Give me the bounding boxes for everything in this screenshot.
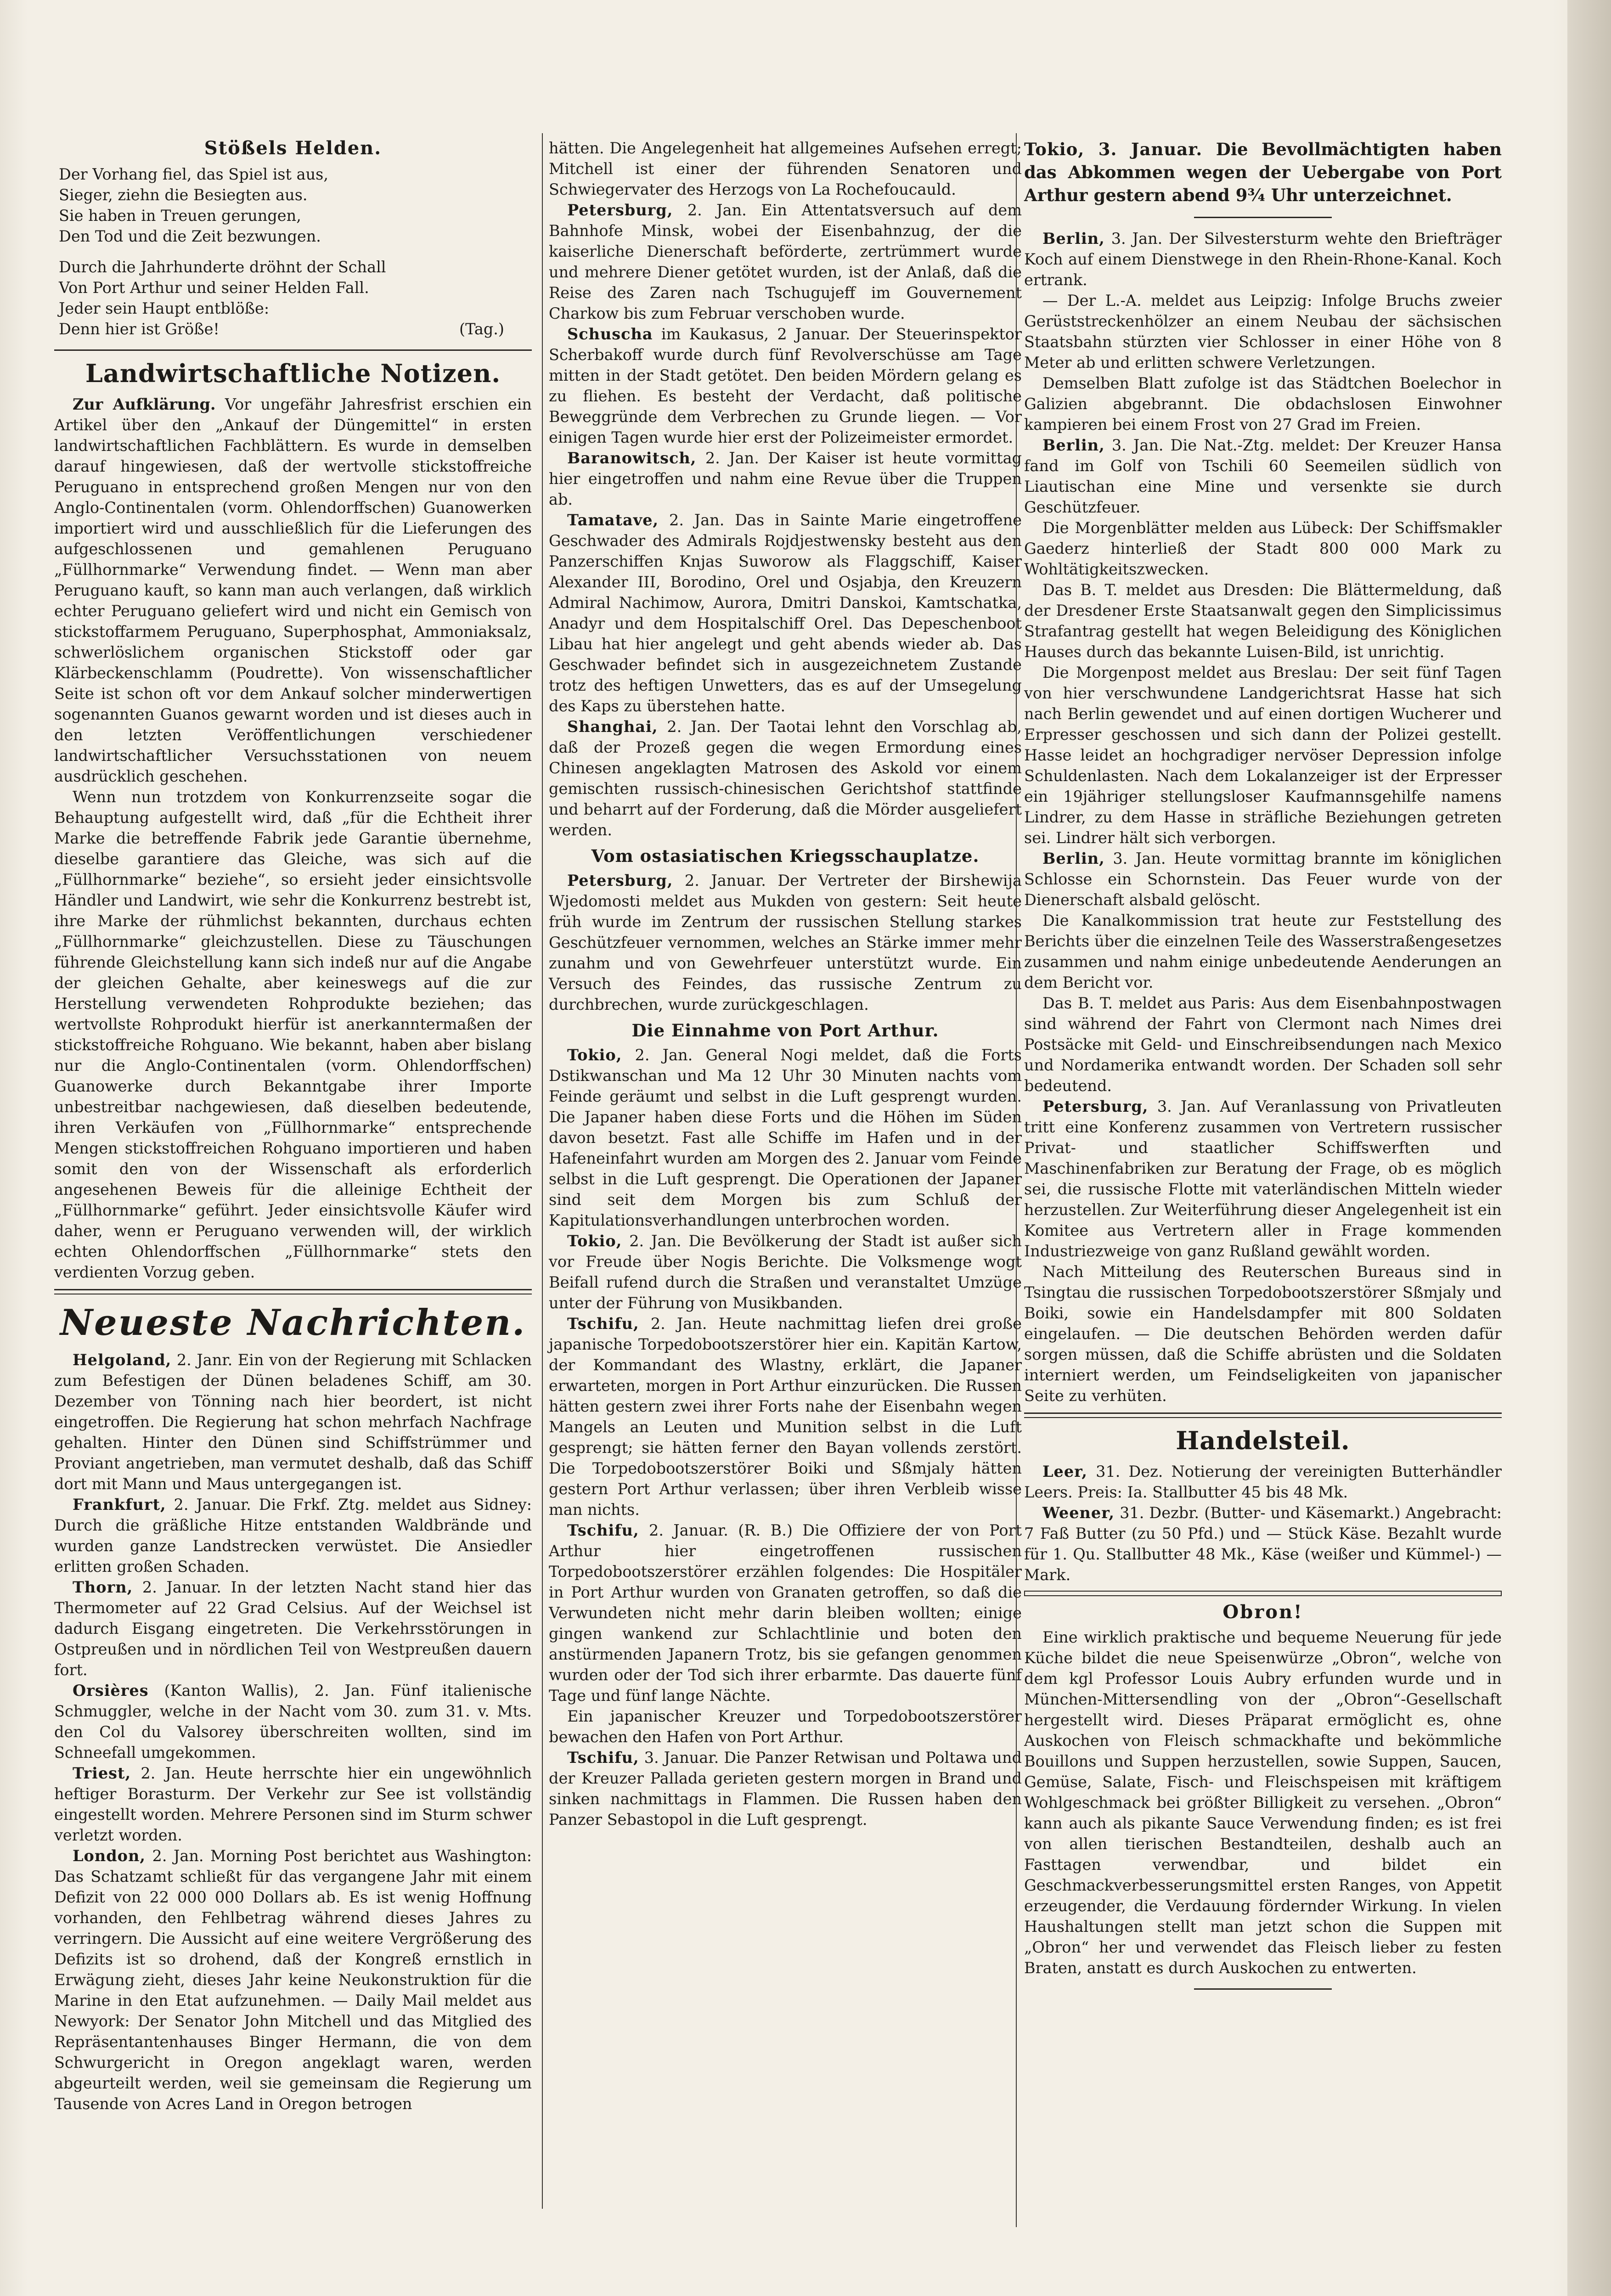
news-item [549,716,1022,840]
news-text: 2. Januar. Der Vertreter der Birshewija Wjedomosti meldet aus Mukden von gestern: Seit heute früh wurde im Zentrum der russischen Stellung starkes Geschützfeuer vernommen, welches an Stärke immer mehr zunahm und von Gewehrfeuer unterstützt wurde. Ein Versuch des Feindes, das russische Zentrum zu durchbrechen, wurde zurückgeschlagen. [549,872,1022,1013]
news-section-title: Neueste Nachrichten. [60,1302,526,1344]
news-item [54,1577,532,1680]
agri-paragraph-1 [54,394,532,787]
news-item [549,1706,1022,1747]
news-item [54,1763,532,1846]
poem-source: (Tag.) [459,320,504,338]
news-text: 2. Jan. Heute nachmittag liefen drei große japanische Torpedobootszerstörer hier ein. Kapitän Kartow, der Kommandant des Wlastny, erklärt, die Japaner erwarteten, morgen in Port Arthur einzurücken. Die Russen hätten gestern zwei ihrer Forts nahe der Eisenbahn wegen Mangels an Leuten und Munition selbst in die Luft gesprengt; sie hätten ferner den Bayan vollends zerstört. Die Torpedobootszerstörer Boiki und Sßmjaly hätten gestern Port Arthur verlassen; über ihren Verbleib wisse man nichts. [549,1315,1022,1519]
news-item [549,1231,1022,1313]
trade-section-title: Handelsteil. [1176,1426,1350,1455]
news-item [1024,290,1502,373]
news-text: 2. Januar. Die Frkf. Ztg. meldet aus Sidney: Durch die gräßliche Hitze entstanden Waldbrände und wurden ganze Landstrecken verwüstet. Die Ansiedler erlitten großen Schaden. [54,1496,532,1576]
dateline-place: Petersburg, [1042,1097,1149,1115]
poem-stanza-2 [59,257,532,339]
news-item [549,1520,1022,1706]
dateline-place: Triest, [73,1764,131,1782]
headline-text: Die Bevollmächtigten haben das Abkommen wegen der Uebergabe von Port Arthur gestern abend 9¾ Uhr unterzeichnet. [1024,139,1502,205]
dateline-place: Tokio, [567,1046,622,1064]
news-text: Die Kanalkommission trat heute zur Feststellung des Berichts über die einzelnen Teile des Wasserstraßengesetzes zusammen und nahm einige unbedeutende Aenderungen an dem Bericht vor. [1024,912,1502,991]
dateline-place: Tschifu, [567,1521,639,1539]
news-item [549,324,1022,448]
news-item [1024,580,1502,662]
continued-paragraph: hätten. Die Angelegenheit hat allgemeines Aufsehen erregt; Mitchell ist einer der führenden Senatoren und Schwiegervater des Herzogs von La Rochefoucauld. [549,139,1022,198]
news-text: Das B. T. meldet aus Dresden: Die Blättermeldung, daß der Dresdener Erste Staatsanwalt gegen den Simplicissimus Strafantrag gestellt hat wegen Beleidigung des Königlichen Hauses durch das bekannte Luisen-Bild, ist unrichtig. [1024,581,1502,661]
poem-last-line [59,319,532,339]
ad-title: Obron! [1222,1601,1303,1623]
news-text: 3. Jan. Die Nat.-Ztg. meldet: Der Kreuzer Hansa fand im Golf von Tschili 60 Seemeilen südlich von Liautischan eine Mine und versenkte sie durch Geschützfeuer. [1024,436,1502,516]
news-item [54,1350,532,1494]
poem-line: Denn hier ist Größe! [59,320,220,338]
dateline-place: Orsières [73,1682,149,1699]
dateline-place: Tokio, [567,1232,622,1250]
news-item [1024,1261,1502,1406]
poem-line: Sieger, ziehn die Besiegten aus. [59,186,308,204]
dateline-place: Baranowitsch, [567,449,697,467]
column-2 [549,138,1022,1830]
agri-section-title: Landwirtschaftliche Notizen. [85,359,501,388]
news-text: Demselben Blatt zufolge ist das Städtchen Boelechor in Galizien abgebrannt. Die obdachslosen Einwohner kampieren bei einem Frost von 27 Grad im Freien. [1024,374,1502,433]
headline-block [1024,138,1502,207]
short-divider [1194,1988,1332,1990]
dateline-place: Shanghai, [567,718,658,736]
port-arthur-section-title: Die Einnahme von Port Arthur. [631,1020,939,1041]
trade-text: 31. Dez. Notierung der vereinigten Butterhändler Leers. Preis: Ia. Stallbutter 45 bis 48 Mk. [1024,1463,1502,1501]
page-binding-edge [1567,0,1611,2296]
news-text: (Kanton Wallis), 2. Jan. Fünf italienische Schmuggler, welche in der Nacht vom 30. zum 31. v. Mts. den Col du Valsorey überschreiten wollten, sind im Schneefall umgekommen. [54,1682,532,1761]
news-text: 2. Januar. In der letzten Nacht stand hier das Thermometer auf 22 Grad Celsius. Auf der Weichsel ist dadurch Eisgang eingetreten. Die Verkehrsstörungen in Ostpreußen und in nördlichen Teil von Westpreußen dauern fort. [54,1578,532,1679]
news-item [54,1846,532,2114]
news-text: Nach Mitteilung des Reuterschen Bureaus sind in Tsingtau die russischen Torpedobootszerstörer Sßmjaly und Boiki, sowie ein Handelsdampfer mit 800 Soldaten eingelaufen. — Die deutschen Behörden werden dafür sorgen müssen, daß die Schiffe abrüsten und die Soldaten interniert werden, um Feindseligkeiten von japanischer Seite zu verhüten. [1024,1263,1502,1405]
dateline-place: Frankfurt, [73,1496,166,1514]
news-text: 2. Jan. Morning Post berichtet aus Washington: Das Schatzamt schließt für das vergangene Jahr mit einem Defizit von 22 000 000 Dollars ab. Es ist wenig Hoffnung vorhanden, den Fehlbetrag während dieses Jahres zu verringern. Die Aussicht auf eine weitere Vergrößerung des Defizits ist so drohend, daß der Kongreß ernstlich in Erwägung zieht, dieses Jahr keine Neukonstruktion für die Marine in den Etat aufzunehmen. — Daily Mail meldet aus Newyork: Der Senator John Mitchell und das Mitglied des Repräsentantenhauses Binger Hermann, die von dem Schwurgericht in Oregon angeklagt waren, werden abgeurteilt werden, weil sie gemeinsam die Regierung um Tausende von Acres Land in Oregon betrogen [54,1847,532,2113]
section-divider [54,1289,532,1294]
news-item [54,1494,532,1577]
dateline-place: Petersburg, [567,872,673,889]
news-item [1024,910,1502,993]
column-3 [1024,138,1502,2000]
news-text: Die Morgenblätter melden aus Lübeck: Der Schiffsmakler Gaederz hinterließ der Stadt 800 000 Mark zu Wohltätigkeitszwecken. [1024,519,1502,578]
short-divider [1194,217,1332,218]
news-text: 2. Janr. Ein von der Regierung mit Schlacken zum Befestigen der Dünen beladenes Schiff, am 30. Dezember von Tönning nach hier beordert, ist nicht eingetroffen. Die Regierung hat schon mehrfach Nachfrage gehalten. Hinter den Dünen sind Schiffstrümmer und Proviant angetrieben, man vermutet deshalb, daß das Schiff dort mit Mann und Maus untergegangen ist. [54,1351,532,1493]
poem-stanza-1 [59,164,532,247]
section-divider [1024,1412,1502,1418]
news-item [1024,662,1502,848]
agri-text: Vor ungefähr Jahresfrist erschien ein Artikel über den „Ankauf der Düngemittel“ in ersten landwirtschaftlichen Fachblättern. Es wurde in demselben darauf hingewiesen, daß der wertvolle stickstoffreiche Peruguano in entsprechend großen Mengen nur von den Anglo-Continentalen (vorm. Ohlendorffschen) Guanowerken importiert wird und ausschließlich für die Lieferungen des aufgeschlossenen und gemahlenen Peruguano „Füllhornmarke“ Verwendung findet. — Wenn man aber Peruguano kauft, so kann man auch verlangen, daß wirklich echter Peruguano geliefert wird und nicht ein Gemisch von stickstoffarmem Peruguano, Superphosphat, Ammoniaksalz, schwerlöslichem organischen Stickstoff oder gar Klärbeckenschlamm (Poudrette). Von wissenschaftlicher Seite ist schon oft vor dem Ankauf solcher minderwertigen sogenannten Guanos gewarnt worden und ist dieses auch in den letzten Veröffentlichungen verschiedener landwirtschaftlicher Versuchsstationen von neuem ausdrücklich geschehen. [54,395,532,785]
news-text: 2. Jan. Das in Sainte Marie eingetroffene Geschwader des Admirals Rojdjestwensky besteht aus den Panzerschiffen Knjas Suworow als Flaggschiff, Kaiser Alexander III, Borodino, Orel und Osjabja, den Kreuzern Admiral Nachimow, Aurora, Dmitri Danskoi, Kamtschatka, Anadyr und dem Hospitalschiff Orel. Das Depeschenboot Libau hat hier angelegt und geht abends wieder ab. Das Geschwader befindet sich in ausgezeichnetem Zustande trotz des heftigen Unwetters, das es auf der Umsegelung des Kaps zu überstehen hatte. [549,511,1022,715]
news-text: 2. Jan. Ein Attentatsversuch auf dem Bahnhofe Minsk, wobei der Eisenbahnzug, der die kaiserliche Dienerschaft beförderte, zertrümmert wurde und mehrere Diener getötet wurden, ist der Anlaß, daß die Reise des Zaren nach Tschugujeff im Gouvernement Charkow bis zum Februar verschoben wurde. [549,201,1022,322]
dateline-place: Schuscha [567,325,653,343]
news-item [1024,848,1502,910]
news-text: — Der L.-A. meldet aus Leipzig: Infolge Bruchs zweier Gerüststreckenhölzer an einem Neubau der sächsischen Staatsbahn stürzten vier Schlosser in einer Höhe von 8 Meter ab und erlitten schwere Verletzungen. [1024,292,1502,371]
news-text: Das B. T. meldet aus Paris: Aus dem Eisenbahnpostwagen sind während der Fahrt von Clermont nach Nimes drei Postsäcke mit Geld- und Einschreibsendungen nach Mexico und Nordamerika entwandt worden. Der Schaden soll sehr bedeutend. [1024,994,1502,1095]
dateline-place: Thorn, [73,1578,133,1596]
news-item [549,870,1022,1015]
news-item [1024,435,1502,518]
war-section-title: Vom ostasiatischen Kriegsschauplatze. [591,846,980,866]
news-item [1024,993,1502,1096]
dateline-place: Tamatave, [567,511,659,529]
news-text: Ein japanischer Kreuzer und Torpedobootszerstörer bewachen den Hafen von Port Arthur. [549,1707,1022,1746]
news-text: 2. Jan. Die Bevölkerung der Stadt ist außer sich vor Freude über Nogis Berichte. Die Volksmenge wogt Beifall rufend durch die Straßen und veranstaltet Umzüge unter der Führung von Musikbanden. [549,1232,1022,1312]
news-text: Die Morgenpost meldet aus Breslau: Der seit fünf Tagen von hier verschwundene Landgerichtsrat Hasse hat sich nach Berlin gewendet und auf einen dortigen Wucherer und Erpresser geschossen und sich dann der Polizei gestellt. Hasse leidet an hochgradiger nervöser Depression infolge Schuldenlasten. Nach dem Lokalanzeiger ist der Erpresser ein 19jähriger stellungsloser Kaufmannsgehilfe namens Lindrer, zu dem Hasse in sträfliche Beziehungen getreten sei. Lindrer hält sich verborgen. [1024,664,1502,847]
ad-text: Eine wirklich praktische und bequeme Neuerung für jede Küche bildet die neue Speisenwürze „Obron“, welche von dem kgl Professor Louis Aubry erfunden wurde und in München-Mittersendling von der „Obron“-Gesellschaft hergestellt wird. Dieses Präparat ermöglicht es, ohne Auskochen von Fleisch schmackhafte und bekömmliche Bouillons und Suppen herzustellen, sowie Suppen, Saucen, Gemüse, Salate, Fisch- und Fleischspeisen mit kräftigem Wohlgeschmack bei größter Billigkeit zu versehen. „Obron“ kann auch als pikante Sauce Verwendung finden; es ist frei von allen tierischen Bestandteilen, deshalb auch an Fasttagen verwendbar, und bildet ein Geschmackverbesserungsmittel ersten Ranges, von Appetit erzeugender, die Verdauung fördernder Wirkung. In vielen Haushaltungen stellt man jetzt schon die Suppen mit „Obron“ her und verwendet das Fleisch lieber zu festen Braten, anstatt es durch Auskochen zu entwerten. [1024,1628,1502,1977]
news-text: im Kaukasus, 2 Januar. Der Steuerinspektor Scherbakoff wurde durch fünf Revolverschüsse am Tage mitten in der Stadt getötet. Den beiden Mördern gelang es zu fliehen. Es besteht der Verdacht, daß politische Beweggründe dem Verbrechen zu Grunde liegen. — Vor einigen Tagen wurde hier erst der Polizeimeister ermordet. [549,325,1022,446]
news-item [549,1045,1022,1231]
news-text: 2. Jan. Der Kaiser ist heute vormittag hier eingetroffen und nahm eine Revue über die Truppen ab. [549,449,1022,508]
news-item [1024,518,1502,580]
dateline-place: Leer, [1042,1463,1088,1480]
news-item [1024,228,1502,290]
dateline-place: Tschifu, [567,1315,639,1333]
news-item [54,1680,532,1763]
news-item [549,510,1022,716]
dateline-place: Berlin, [1042,850,1105,867]
news-text: 2. Januar. (R. B.) Die Offiziere der von Port Arthur hier eingetroffenen russischen Torpedobootszerstörer erzählen folgendes: Die Hospitäler in Port Arthur wurden von Granaten getroffen, so daß die Verwundeten nicht mehr darin bleiben wollten; einige gingen wankend zur Schlachtlinie und boten den anstürmenden Japanern Trotz, bis sie gefangen genommen wurden oder der Tod sich ihrer erbarmte. Das dauerte fünf Tage und fünf lange Nächte. [549,1521,1022,1705]
trade-item [1024,1461,1502,1503]
news-text: 2. Jan. General Nogi meldet, daß die Forts Dstikwanschan und Ma 12 Uhr 30 Minuten nachts vom Feinde geräumt und selbst in die Luft gesprengt wurden. Die Japaner haben diese Forts und die Höhen im Süden davon besetzt. Fast alle Schiffe im Hafen und in der Hafeneinfahrt wurden am Morgen des 2. Januar vom Feinde selbst in die Luft gesprengt. Die Operationen der Japaner sind seit dem Morgen bis zum Schluß der Kapitulationsverhandlungen unterbrochen worden. [549,1046,1022,1229]
news-text: 3. Januar. Die Panzer Retwisan und Poltawa und der Kreuzer Pallada gerieten gestern morgen in Brand und sinken nachmittags in Flammen. Die Russen haben den Panzer Sebastopol in die Luft gesprengt. [549,1749,1022,1829]
news-item [549,1747,1022,1830]
ad-divider [1024,1591,1502,1596]
poem [59,164,532,339]
news-item [1024,373,1502,435]
news-text: 3. Jan. Auf Veranlassung von Privatleuten tritt eine Konferenz zusammen von Vertretern russischer Privat- und staatlicher Schiffswerften und Maschinenfabriken zur Beratung der Frage, ob es möglich sei, die russische Flotte mit vaterländischen Mitteln wieder herzustellen. Zur Weiterführung dieser Angelegenheit ist ein Komitee aus Vertretern aller in Frage kommenden Industriezweige von ganz Rußland gewählt worden. [1024,1097,1502,1260]
news-item [549,200,1022,324]
section-divider [54,349,532,351]
poem-line: Sie haben in Treuen gerungen, [59,207,301,225]
poem-line: Den Tod und die Zeit bezwungen. [59,227,321,245]
poem-title: Stößels Helden. [204,137,382,159]
poem-line: Von Port Arthur und seiner Helden Fall. [59,279,369,297]
news-item [549,448,1022,510]
trade-item [1024,1503,1502,1585]
news-item [1024,1096,1502,1261]
dateline-place: Berlin, [1042,436,1105,454]
trade-text: 31. Dezbr. (Butter- und Käsemarkt.) Angebracht: 7 Faß Butter (zu 50 Pfd.) und — Stück Käse. Bezahlt wurde für 1. Qu. Stallbutter 48 Mk., Käse (weißer und Kümmel-) — Mark. [1024,1504,1502,1584]
poem-line: Der Vorhang fiel, das Spiel ist aus, [59,165,329,183]
news-text: 3. Jan. Heute vormittag brannte im königlichen Schlosse ein Schornstein. Das Feuer wurde von der Dienerschaft alsbald gelöscht. [1024,850,1502,909]
dateline-place: Tokio, 3. Januar. [1024,139,1203,159]
column-1 [54,138,532,2114]
dateline-place: Petersburg, [567,201,673,219]
poem-line: Durch die Jahrhunderte dröhnt der Schall [59,258,386,276]
news-text: 2. Jan. Der Taotai lehnt den Vorschlag ab, daß der Prozeß gegen die wegen Ermordung eines Chinesen angeklagten Matrosen des Askold vor einem gemischten russisch-chinesischen Gerichtshof stattfinde und beharrt auf der Forderung, daß die Mörder ausgeliefert werden. [549,718,1022,839]
dateline-place: Weener, [1042,1504,1115,1522]
dateline-place: Helgoland, [73,1351,172,1369]
dateline-place: London, [73,1847,146,1865]
news-item [549,1313,1022,1520]
agri-keyword: Zur Aufklärung. [73,395,216,413]
column-rule-1 [542,133,543,2209]
agri-paragraph-2: Wenn nun trotzdem von Konkurrenzseite sogar die Behauptung aufgestellt wird, daß „für die Echtheit ihrer Marke die betreffende Fabrik jede Garantie übernehme, dieselbe garantiere das Gleiche, was sich auf die „Füllhornmarke“ beziehe“, so ersieht jeder einsichtsvolle Händler und Landwirt, wie sehr die Konkurrenz bestrebt ist, ihre Marke der rühmlichst bekannten, durchaus echten „Füllhornmarke“ gleichzustellen. Diese zu Täuschungen führende Gleichstellung kann sich indeß nur auf die Angabe der gleichen Gehalte, aber keineswegs auf die zur Herstellung verwendeten Rohprodukte beziehen; das wertvollste Rohprodukt hierfür ist anerkanntermaßen der stickstoffreiche Rohguano. Wie bekannt, haben aber bislang nur die Anglo-Continentalen (vorm. Ohlendorffschen) Guanowerke durch Bekanntgabe ihrer Importe unbestreitbar nachgewiesen, daß dieselben bedeutende, ihren Verkäufen von „Füllhornmarke“ entsprechende Mengen stickstoffreichen Rohguano importieren und haben somit den von der Wissenschaft als erforderlich angesehenen Beweis für die alleinige Echtheit der „Füllhornmarke“ geführt. Jeder einsichtsvolle Käufer wird daher, wenn er Peruguano verwenden will, der wirklich echten Ohlendorffschen „Füllhornmarke“ stets den verdienten Vorzug geben. [54,788,532,1281]
dateline-place: Tschifu, [567,1749,639,1767]
dateline-place: Berlin, [1042,230,1105,248]
poem-line: Jeder sein Haupt entblöße: [59,299,270,317]
news-text: 2. Jan. Heute herrschte hier ein ungewöhnlich heftiger Borasturm. Der Verkehr zur See ist vollständig eingestellt worden. Mehrere Personen sind im Sturm schwer verletzt worden. [54,1764,532,1844]
news-text: 3. Jan. Der Silvestersturm wehte den Briefträger Koch auf einem Dienstwege in den Rhein-Rhone-Kanal. Koch ertrank. [1024,230,1502,289]
